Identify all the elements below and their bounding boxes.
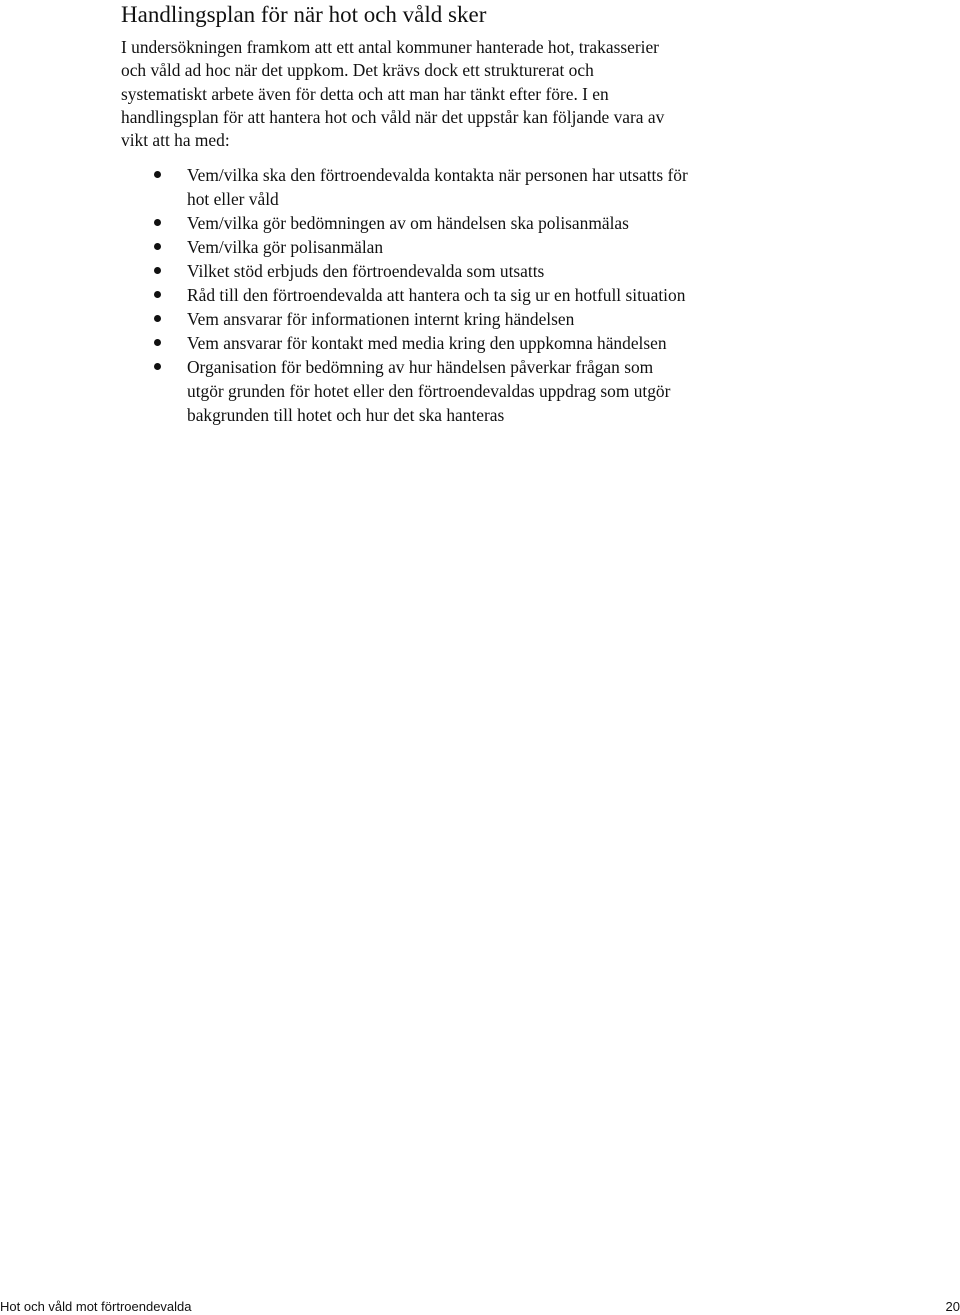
page-number: 20: [945, 1299, 960, 1314]
bullet-list: [0, 163, 787, 427]
list-item: [0, 235, 787, 259]
bullet-icon: [154, 243, 161, 250]
intro-line: vikt att ha med:: [121, 130, 230, 151]
bullet-icon: [154, 171, 161, 178]
list-item: [0, 307, 787, 331]
intro-paragraph: [121, 36, 781, 152]
list-item: [0, 163, 787, 211]
bullet-icon: [154, 219, 161, 226]
page-footer: [0, 1298, 960, 1315]
list-item-line: Vem/vilka gör bedömningen av om händelsen ska polisanmälas: [187, 213, 629, 233]
footer-title: Hot och våld mot förtroendevalda: [0, 1299, 192, 1314]
bullet-icon: [154, 339, 161, 346]
list-item: [0, 211, 787, 235]
intro-line: I undersökningen framkom att ett antal kommuner hanterade hot, trakasserier: [121, 37, 659, 57]
list-item-line: Vem/vilka ska den förtroendevalda kontakta när personen har utsatts för: [187, 165, 688, 185]
list-item: [0, 283, 787, 307]
intro-line: och våld ad hoc när det uppkom. Det krävs dock ett strukturerat och: [121, 60, 594, 81]
list-item-line: Vem/vilka gör polisanmälan: [187, 237, 384, 257]
list-item-line: Organisation för bedömning av hur händelsen påverkar frågan som: [187, 357, 654, 377]
bullet-icon: [154, 363, 161, 370]
page-title: Handlingsplan för när hot och våld sker: [121, 2, 487, 27]
list-item-line: Vilket stöd erbjuds den förtroendevalda som utsatts: [187, 261, 545, 281]
intro-line: handlingsplan för att hantera hot och våld när det uppstår kan följande vara av: [121, 106, 665, 127]
list-item: [0, 355, 787, 427]
list-item: [0, 331, 787, 355]
list-item-line: bakgrunden till hotet och hur det ska hanteras: [187, 405, 505, 425]
intro-line: systematiskt arbete även för detta och att man har tänkt efter före. I en: [121, 83, 609, 104]
list-item-line: Råd till den förtroendevalda att hantera och ta sig ur en hotfull situation: [187, 285, 686, 305]
list-item-line: Vem ansvarar för informationen internt kring händelsen: [187, 309, 575, 329]
list-item-line: Vem ansvarar för kontakt med media kring den uppkomna händelsen: [187, 333, 667, 353]
bullet-icon: [154, 267, 161, 274]
list-item: [0, 259, 787, 283]
bullet-icon: [154, 291, 161, 298]
list-item-line: utgör grunden för hotet eller den förtroendevaldas uppdrag som utgör: [187, 381, 671, 401]
list-item-line: hot eller våld: [187, 189, 279, 209]
bullet-icon: [154, 315, 161, 322]
